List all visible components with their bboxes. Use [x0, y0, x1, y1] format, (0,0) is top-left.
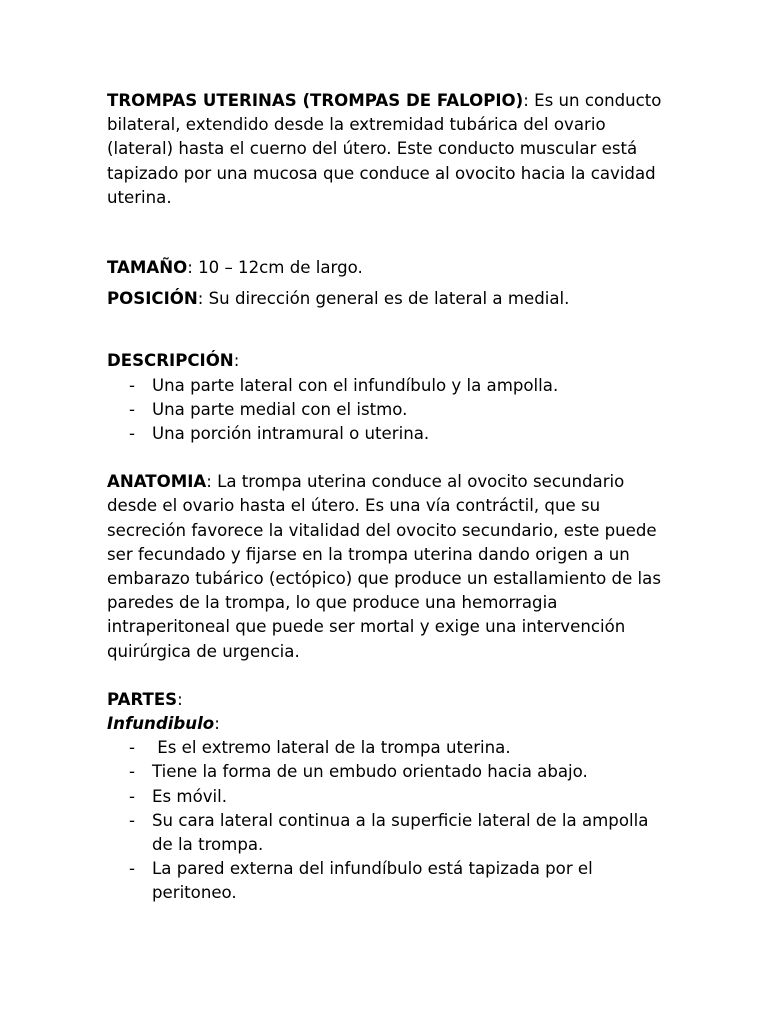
parts-colon: :	[177, 689, 183, 709]
position-text: : Su dirección general es de lateral a medial.	[197, 289, 570, 309]
list-item	[107, 422, 667, 446]
anatomy-paragraph	[107, 470, 667, 664]
infundibulo-colon: :	[214, 714, 220, 734]
dash-bullet: -	[129, 738, 135, 758]
list-item	[107, 857, 667, 905]
parts-heading: PARTES	[107, 689, 178, 709]
list-item	[107, 374, 667, 398]
intro-heading: TROMPAS UTERINAS (TROMPAS DE FALOPIO)	[107, 91, 524, 110]
position-paragraph	[107, 287, 667, 311]
list-item-text: Una parte lateral con el infundíbulo y la ampolla.	[152, 375, 559, 395]
infundibulo-heading: Infundibulo	[107, 714, 215, 734]
size-paragraph	[107, 256, 667, 280]
list-item-text: Es móvil.	[152, 786, 228, 806]
list-item-text: Su cara lateral continua a la superficie lateral de la ampolla de la trompa.	[152, 810, 649, 855]
intro-paragraph	[107, 89, 667, 210]
dash-bullet: -	[129, 399, 135, 419]
infundibulo-heading-line	[107, 712, 667, 736]
list-item	[107, 785, 667, 809]
parts-heading-line	[107, 688, 667, 712]
dash-bullet: -	[129, 762, 135, 782]
description-heading-line	[107, 349, 667, 373]
description-heading: DESCRIPCIÓN	[107, 351, 234, 371]
list-item	[107, 736, 667, 760]
list-item-text: Es el extremo lateral de la trompa uterina.	[152, 738, 511, 758]
description-list	[107, 374, 667, 447]
list-item	[107, 760, 667, 784]
dash-bullet: -	[129, 810, 135, 830]
dash-bullet: -	[129, 424, 135, 444]
anatomy-heading: ANATOMIA	[107, 472, 207, 492]
parts-list	[107, 736, 667, 905]
document-body	[107, 89, 667, 906]
position-heading: POSICIÓN	[107, 289, 198, 309]
description-colon: :	[233, 351, 240, 371]
dash-bullet: -	[129, 375, 135, 395]
dash-bullet: -	[129, 786, 135, 806]
list-item-text: La pared externa del infundíbulo está tapizada por el peritoneo.	[152, 859, 593, 903]
dash-bullet: -	[129, 859, 135, 879]
list-item-text: Una porción intramural o uterina.	[152, 424, 430, 444]
list-item-text: Tiene la forma de un embudo orientado hacia abajo.	[152, 762, 588, 782]
intro-text: : Es un conducto bilateral, extendido desde la extremidad tubárica del ovario (lateral) hasta el cuerno del útero. Este conducto muscular está tapizado por una mucosa que conduce al ovocito hacia la cavidad uterina.	[107, 91, 662, 207]
list-item-text: Una parte medial con el istmo.	[152, 399, 408, 419]
size-heading: TAMAÑO	[107, 258, 188, 278]
anatomy-text: : La trompa uterina conduce al ovocito secundario desde el ovario hasta el útero. Es una vía contráctil, que su secreción favorece la vitalidad del ovocito secundario, este puede ser fecundado y fijarse en la trompa uterina dando origen a un embarazo tubárico (ectópico) que produce un estallamiento de las paredes de la trompa, lo que produce una hemorragia intraperitoneal que puede ser mortal y exige una intervención quirúrgica de urgencia.	[107, 472, 661, 661]
size-text: : 10 – 12cm de largo.	[187, 258, 363, 278]
list-item	[107, 398, 667, 422]
list-item	[107, 809, 667, 857]
